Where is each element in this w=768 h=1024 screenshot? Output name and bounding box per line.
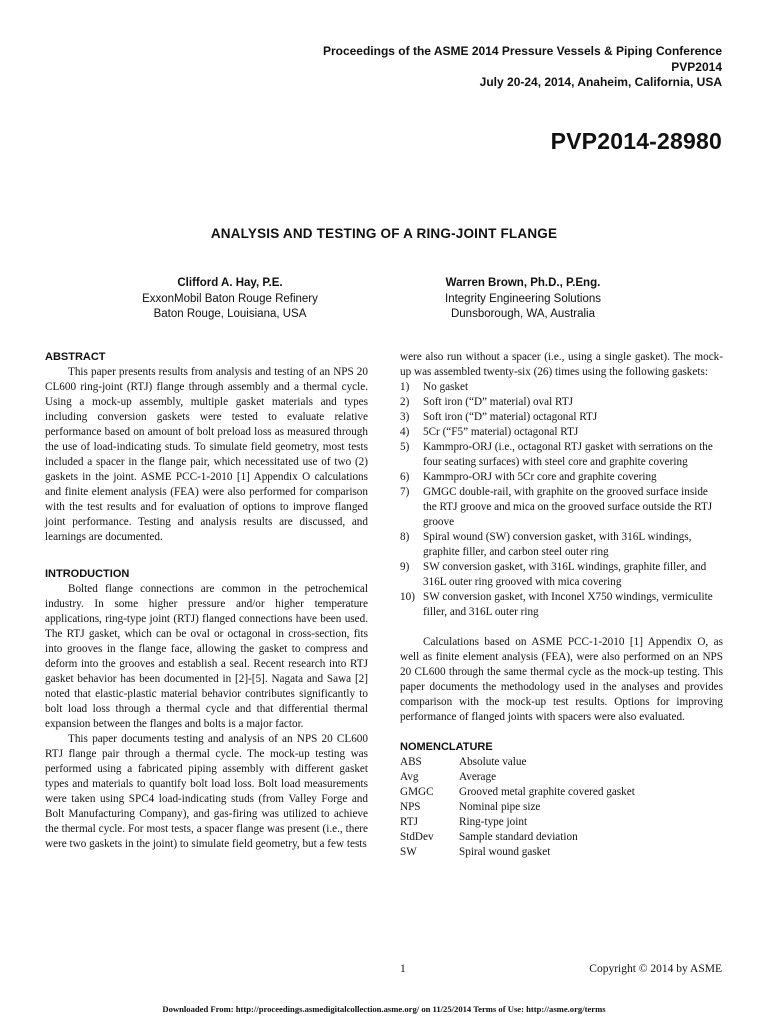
author-block-2 [393, 276, 653, 323]
list-item-number: 6) [400, 471, 410, 483]
right-column [400, 350, 723, 860]
nomenclature-heading: NOMENCLATURE [400, 741, 493, 753]
nomenclature-row [400, 770, 723, 785]
author-name: Clifford A. Hay, P.E. [177, 277, 283, 289]
author-location: Dunsborough, WA, Australia [450, 308, 596, 320]
list-item [400, 590, 723, 620]
list-item-text: No gasket [423, 381, 469, 393]
nomenclature-definition: Spiral wound gasket [459, 846, 551, 858]
list-item-text: SW conversion gasket, with Inconel X750 windings, vermiculite filler, and 316L outer ring [423, 591, 713, 618]
nomenclature-row [400, 785, 723, 800]
author-block-1 [100, 276, 360, 323]
nomenclature-abbreviation: StdDev [400, 831, 434, 843]
abstract-text: This paper presents results from analysis and testing of an NPS 20 CL600 ring-joint (RTJ) flange through assembly and a thermal cycle. Using a mock-up assembly, multiple gasket materials and types including conversion gaskets were tested to evaluate relative performance based on amount of bolt preload loss as measured through the use of load-indicating studs. To simulate field geometry, most tests included a spacer in the flange pair, which necessitated use of two (2) gaskets in the joint. ASME PCC-1-2010 [1] Appendix O calculations and finite element analysis (FEA) were also performed for comparison with the test results and for evaluation of options to improve flanged joint performance. Testing and analysis results are discussed, and learnings are documented. [45, 366, 368, 543]
nomenclature-definition: Grooved metal graphite covered gasket [459, 786, 635, 798]
list-item [400, 470, 723, 485]
list-item-number: 4) [400, 426, 410, 438]
list-item-number: 9) [400, 561, 410, 573]
introduction-heading: INTRODUCTION [45, 568, 130, 580]
paper-id: PVP2014-28980 [550, 128, 722, 154]
introduction-continuation: were also run without a spacer (i.e., using a single gasket). The mock-up was assembled twenty-six (26) times using the following gaskets: [400, 351, 723, 378]
nomenclature-abbreviation: Avg [400, 771, 419, 783]
calculations-paragraph: Calculations based on ASME PCC-1-2010 [1] Appendix O, as well as finite element analysis (FEA), were also performed on an NPS 20 CL600 through the same thermal cycle as the mock-up testing. This paper documents the methodology used in the analyses and provides comparison with the mock-up test results. Options for improving performance of flanged joints with spacers were also evaluated. [400, 636, 723, 723]
nomenclature-abbreviation: NPS [400, 801, 421, 813]
list-item-text: SW conversion gasket, with 316L windings, graphite filler, and 316L outer ring grooved with mica covering [423, 561, 707, 588]
left-column [45, 350, 368, 852]
download-footer: Downloaded From: http://proceedings.asmedigitalcollection.asme.org/ on 11/25/2014 Terms of Use: http://asme.org/terms [162, 1004, 606, 1014]
list-item [400, 380, 723, 395]
list-item-number: 8) [400, 531, 410, 543]
list-item-text: Kammpro-ORJ (i.e., octagonal RTJ gasket with serrations on the four seating surfaces) with steel core and graphite covering [423, 441, 713, 468]
conference-short-name: PVP2014 [671, 59, 722, 74]
nomenclature-abbreviation: GMGC [400, 786, 434, 798]
list-item-text: Spiral wound (SW) conversion gasket, with 316L windings, graphite filler, and carbon steel outer ring [423, 531, 692, 558]
introduction-paragraph-2: This paper documents testing and analysis of an NPS 20 CL600 RTJ flange pair through a thermal cycle. The mock-up testing was performed using a fabricated piping assembly with different gasket types and materials to quantify bolt load loss. Bolt load measurements were taken using SPC4 load-indicating studs (from Valley Forge and Bolt Manufacturing Company), and gas-firing was utilized to achieve the thermal cycle. For most tests, a spacer flange was present (i.e., there were two gaskets in the joint) to simulate field geometry, but a few tests [45, 733, 368, 850]
nomenclature-abbreviation: SW [400, 846, 417, 858]
nomenclature-definition: Nominal pipe size [459, 801, 541, 813]
nomenclature-row [400, 755, 723, 770]
nomenclature-definition: Sample standard deviation [459, 831, 578, 843]
list-item [400, 485, 723, 530]
conference-name: Proceedings of the ASME 2014 Pressure Vessels & Piping Conference [322, 44, 722, 58]
list-item [400, 530, 723, 560]
list-item-text: GMGC double-rail, with graphite on the grooved surface inside the RTJ groove and mica on the grooved surface outside the RTJ groove [423, 486, 713, 528]
author-name: Warren Brown, Ph.D., P.Eng. [445, 277, 601, 289]
nomenclature-list [400, 755, 723, 860]
nomenclature-definition: Absolute value [459, 756, 527, 768]
list-item-text: Soft iron (“D” material) oval RTJ [423, 396, 574, 408]
page-number: 1 [400, 963, 406, 975]
paper-title: ANALYSIS AND TESTING OF A RING-JOINT FLANGE [210, 226, 558, 241]
author-affiliation: Integrity Engineering Solutions [445, 292, 601, 305]
nomenclature-definition: Ring-type joint [459, 816, 528, 828]
list-item-number: 10) [400, 591, 415, 603]
nomenclature-abbreviation: ABS [400, 756, 422, 768]
list-item-number: 3) [400, 411, 410, 423]
list-item-number: 7) [400, 486, 410, 498]
list-item-number: 5) [400, 441, 410, 453]
list-item [400, 410, 723, 425]
author-affiliation: ExxonMobil Baton Rouge Refinery [142, 292, 318, 305]
list-item [400, 395, 723, 410]
list-item [400, 440, 723, 470]
list-item-text: Kammpro-ORJ with 5Cr core and graphite covering [423, 471, 657, 483]
author-location: Baton Rouge, Louisiana, USA [153, 308, 307, 320]
list-item-text: 5Cr (“F5” material) octagonal RTJ [423, 426, 579, 438]
gasket-list [400, 380, 723, 620]
nomenclature-row [400, 815, 723, 830]
conference-header [323, 44, 722, 91]
list-item-text: Soft iron (“D” material) octagonal RTJ [423, 411, 598, 423]
nomenclature-definition: Average [459, 771, 497, 783]
abstract-heading: ABSTRACT [45, 351, 106, 363]
nomenclature-row [400, 800, 723, 815]
nomenclature-abbreviation: RTJ [400, 816, 418, 828]
introduction-paragraph-1: Bolted flange connections are common in the petrochemical industry. In some higher pressure and/or higher temperature applications, ring-type joint (RTJ) flanged connections have been used. The RTJ gasket, which can be oval or octagonal in cross-section, fits into grooves in the flange face, allowing the gasket to compress and deform into the grooves and establish a seal. Recent research into RTJ gasket behavior has been documented in [2]-[5]. Nagata and Sawa [2] noted that elastic-plastic material behavior contributes significantly to bolt load loss through a thermal cycle and that differential thermal expansion between the flanges and bolts is a major factor. [45, 583, 368, 730]
list-item [400, 560, 723, 590]
nomenclature-row [400, 830, 723, 845]
nomenclature-row [400, 845, 723, 860]
list-item [400, 425, 723, 440]
copyright: Copyright © 2014 by ASME [589, 963, 722, 975]
list-item-number: 1) [400, 381, 410, 393]
list-item-number: 2) [400, 396, 410, 408]
conference-dates-location: July 20-24, 2014, Anaheim, California, USA [479, 75, 722, 89]
